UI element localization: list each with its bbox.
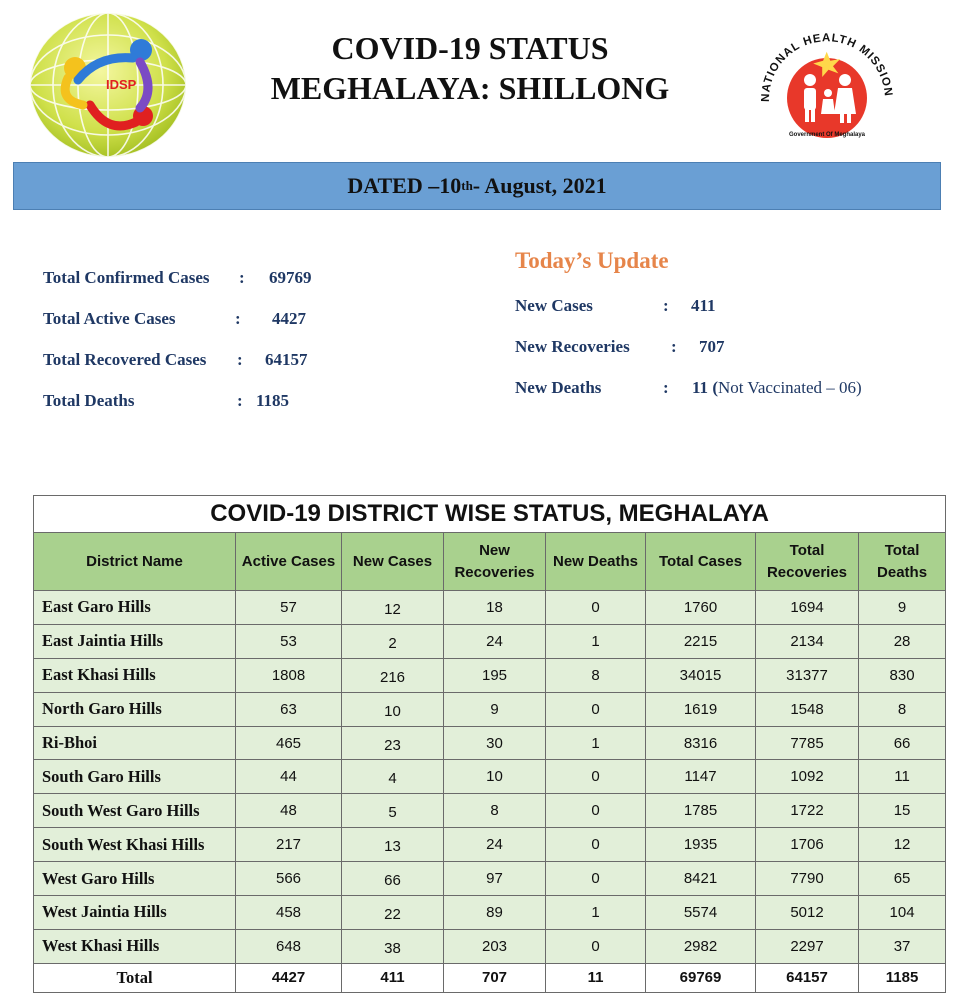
table-cell: 1185: [859, 963, 946, 992]
district-status-table: [33, 495, 946, 993]
date-suffix-sup: th: [461, 178, 473, 193]
today-label: New Deaths: [515, 378, 602, 397]
table-cell: 2134: [756, 624, 859, 658]
column-header: Active Cases: [236, 533, 342, 591]
table-row: [34, 726, 946, 760]
column-header: Total Recoveries: [756, 533, 859, 591]
table-cell: 1706: [756, 828, 859, 862]
today-note: Not Vaccinated – 06): [717, 378, 862, 397]
table-cell: 216: [342, 658, 444, 692]
table-cell: 217: [236, 828, 342, 862]
table-cell: 1: [546, 896, 646, 930]
today-value: 707: [699, 337, 725, 356]
table-cell: 89: [444, 896, 546, 930]
table-cell: 0: [546, 692, 646, 726]
table-cell: 11: [859, 760, 946, 794]
table-cell: 1: [546, 624, 646, 658]
table-cell: 24: [444, 828, 546, 862]
table-cell: 97: [444, 862, 546, 896]
district-name-cell: South West Garo Hills: [34, 794, 236, 828]
table-cell: 1147: [646, 760, 756, 794]
table-cell: Total: [34, 963, 236, 992]
table-cell: 1722: [756, 794, 859, 828]
table-row: [34, 929, 946, 963]
table-cell: 13: [342, 828, 444, 862]
table-cell: 5: [342, 794, 444, 828]
district-name-cell: East Garo Hills: [34, 591, 236, 625]
district-name-cell: West Jaintia Hills: [34, 896, 236, 930]
todays-update-title: Today’s Update: [515, 248, 669, 273]
table-cell: 63: [236, 692, 342, 726]
today-value: 11: [692, 378, 709, 397]
table-cell: 12: [859, 828, 946, 862]
table-cell: 566: [236, 862, 342, 896]
table-cell: 28: [859, 624, 946, 658]
today-value-with-note: [692, 378, 862, 398]
table-row: [34, 828, 946, 862]
summary-label: Total Confirmed Cases: [43, 268, 210, 287]
table-row: [34, 591, 946, 625]
table-cell: 1092: [756, 760, 859, 794]
table-cell: 37: [859, 929, 946, 963]
nhm-logo-arc-text: NATIONAL HEALTH MISSION: [759, 32, 895, 103]
table-cell: 66: [859, 726, 946, 760]
table-cell: 4: [342, 760, 444, 794]
summary-colon: :: [237, 391, 243, 410]
nhm-logo: [752, 18, 902, 143]
table-cell: 7790: [756, 862, 859, 896]
table-cell: 9: [859, 591, 946, 625]
summary-colon: :: [239, 268, 245, 287]
column-header: New Deaths: [546, 533, 646, 591]
table-row: [34, 896, 946, 930]
nhm-logo-subtext: Government Of Meghalaya: [788, 132, 866, 138]
district-name-cell: West Khasi Hills: [34, 929, 236, 963]
table-cell: 8: [859, 692, 946, 726]
table-total-row: [34, 963, 946, 992]
table-body: [34, 591, 946, 964]
summary-label: Total Recovered Cases: [43, 350, 207, 369]
district-name-cell: West Garo Hills: [34, 862, 236, 896]
date-suffix: - August, 2021: [472, 173, 607, 198]
table-row: [34, 692, 946, 726]
table-cell: 30: [444, 726, 546, 760]
table-cell: 8316: [646, 726, 756, 760]
table-cell: 5012: [756, 896, 859, 930]
page-title-line-2: MEGHALAYA: SHILLONG: [270, 70, 670, 106]
summary-value: 4427: [272, 309, 306, 328]
table-cell: 23: [342, 726, 444, 760]
table-cell: 8: [444, 794, 546, 828]
column-header: District Name: [34, 533, 236, 591]
table-cell: 0: [546, 862, 646, 896]
page-title: [230, 28, 710, 108]
table-cell: 465: [236, 726, 342, 760]
table-row: [34, 862, 946, 896]
table-cell: 64157: [756, 963, 859, 992]
summary-label: Total Active Cases: [43, 309, 176, 328]
table-cell: 1548: [756, 692, 859, 726]
today-value: 411: [691, 296, 716, 315]
table-cell: 0: [546, 828, 646, 862]
table-cell: 0: [546, 929, 646, 963]
table-cell: 11: [546, 963, 646, 992]
table-cell: 707: [444, 963, 546, 992]
table-row: [34, 794, 946, 828]
table-cell: 458: [236, 896, 342, 930]
table-cell: 0: [546, 591, 646, 625]
table-cell: 8421: [646, 862, 756, 896]
table-cell: 5574: [646, 896, 756, 930]
column-header: Total Deaths: [859, 533, 946, 591]
table-row: [34, 624, 946, 658]
table-cell: 2982: [646, 929, 756, 963]
table-cell: 1808: [236, 658, 342, 692]
table-cell: 65: [859, 862, 946, 896]
summary-value: 69769: [269, 268, 312, 287]
table-cell: 57: [236, 591, 342, 625]
district-name-cell: North Garo Hills: [34, 692, 236, 726]
table-cell: 7785: [756, 726, 859, 760]
table-cell: 44: [236, 760, 342, 794]
district-name-cell: South Garo Hills: [34, 760, 236, 794]
table-cell: 31377: [756, 658, 859, 692]
table-cell: 9: [444, 692, 546, 726]
table-cell: 2215: [646, 624, 756, 658]
table-cell: 10: [342, 692, 444, 726]
summary-value: 1185: [256, 391, 290, 410]
table-cell: 48: [236, 794, 342, 828]
district-name-cell: South West Khasi Hills: [34, 828, 236, 862]
today-colon: :: [671, 337, 677, 356]
summary-colon: :: [235, 309, 241, 328]
page-title-line-1: COVID-19 STATUS: [331, 30, 609, 66]
table-cell: 1935: [646, 828, 756, 862]
table-cell: 66: [342, 862, 444, 896]
today-colon: :: [663, 296, 669, 315]
today-label: New Cases: [515, 296, 593, 315]
table-cell: 10: [444, 760, 546, 794]
table-title: COVID-19 DISTRICT WISE STATUS, MEGHALAYA: [34, 496, 946, 533]
table-cell: 1760: [646, 591, 756, 625]
table-row: [34, 760, 946, 794]
table-cell: 1: [546, 726, 646, 760]
today-colon: :: [663, 378, 669, 397]
table-cell: 104: [859, 896, 946, 930]
table-cell: 1619: [646, 692, 756, 726]
table-cell: 830: [859, 658, 946, 692]
date-prefix: DATED –10: [347, 173, 462, 198]
table-header-row: [34, 533, 946, 591]
table-cell: 53: [236, 624, 342, 658]
table-cell: 1785: [646, 794, 756, 828]
date-banner: [13, 162, 941, 210]
district-name-cell: Ri-Bhoi: [34, 726, 236, 760]
table-cell: 15: [859, 794, 946, 828]
table-cell: 12: [342, 591, 444, 625]
summary-value: 64157: [265, 350, 308, 369]
table-cell: 1694: [756, 591, 859, 625]
district-name-cell: East Khasi Hills: [34, 658, 236, 692]
column-header: New Cases: [342, 533, 444, 591]
district-name-cell: East Jaintia Hills: [34, 624, 236, 658]
table-cell: 411: [342, 963, 444, 992]
column-header: Total Cases: [646, 533, 756, 591]
table-cell: 648: [236, 929, 342, 963]
table-cell: 0: [546, 760, 646, 794]
table-cell: 8: [546, 658, 646, 692]
summary-label: Total Deaths: [43, 391, 135, 410]
idsp-logo: [28, 10, 188, 160]
column-header: New Recoveries: [444, 533, 546, 591]
idsp-logo-text: IDSP: [106, 77, 137, 92]
table-row: [34, 658, 946, 692]
table-cell: 69769: [646, 963, 756, 992]
table-cell: 22: [342, 896, 444, 930]
table-cell: 24: [444, 624, 546, 658]
table-cell: 203: [444, 929, 546, 963]
table-cell: 38: [342, 929, 444, 963]
today-note-open: (: [712, 378, 718, 397]
summary-colon: :: [237, 350, 243, 369]
table-cell: 2297: [756, 929, 859, 963]
table-cell: 2: [342, 624, 444, 658]
table-cell: 18: [444, 591, 546, 625]
table-cell: 34015: [646, 658, 756, 692]
table-cell: 195: [444, 658, 546, 692]
table-cell: 4427: [236, 963, 342, 992]
table-cell: 0: [546, 794, 646, 828]
today-label: New Recoveries: [515, 337, 630, 356]
